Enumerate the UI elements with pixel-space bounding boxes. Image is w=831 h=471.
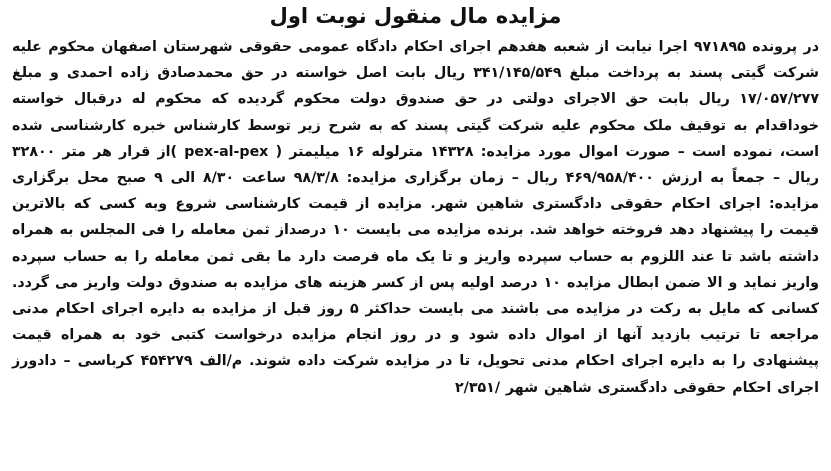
notice-body — [12, 34, 819, 401]
notice-paragraph: در پرونده ۹۷۱۸۹۵ اجرا نیابت از شعبه هفدهم اجرای احکام دادگاه عمومی حقوقی شهرستان اصفهان محکوم علیه شرکت گیتی پسند به پرداخت مبلغ ۳۴۱/۱۴۵/۵۴۹ ریال بابت اصل خواسته در حق محمدصادق زاده احمدی و مبلغ ۱۷/۰۵۷/۲۷۷ ریال بابت حق الاجرای دولتی در حق صندوق دولت محکوم گردیده که محکوم له درقبال خواسته خوداقدام به توقیف ملک محکوم علیه شرکت گیتی پسند که به شرح زیر توسط کارشناس خبره کارشناسی شده است، نموده است – صورت اموال مورد مزایده: ۱۴۳۲۸ مترلوله ۱۶ میلیمتر ( pex-al-pex )از قرار هر متر ۳۲۸۰۰ ریال – جمعاً به ارزش ۴۶۹/۹۵۸/۴۰۰ ریال – زمان برگزاری مزایده: ۹۸/۳/۸ ساعت ۸/۳۰ الی ۹ صبح محل برگزاری مزایده: اجرای احکام حقوقی دادگستری شاهین شهر. مزایده از قیمت کارشناسی شروع وبه کسی که بالاترین قیمت را پیشنهاد دهد فروخته خواهد شد. برنده مزایده می بایست ۱۰ درصداز ثمن معامله را فی المجلس به همراه داشته باشد تا عند اللزوم به حساب سپرده واریز و تا یک ماه فرصت دارد ما بقی ثمن معامله را به حساب سپرده واریز نماید و الا ضمن ابطال مزایده ۱۰ درصد اولیه پس از کسر هزینه های مزایده به صندوق دولت واریز می گردد. کسانی که مایل به رکت در مزایده می باشند می بایست حداکثر ۵ روز قبل از مزایده به دایره اجرای احکام مدنی مراجعه تا ترتیب بازدید آنها از اموال داده شود و در روز انجام مزایده درخواست کتبی خود به همراه قیمت پیشنهادی را به دایره اجرای احکام مدنی تحویل، تا در مزایده شرکت داده شوند. م/الف ۴۵۴۲۷۹ کرباسی – دادورز اجرای احکام حقوقی دادگستری شاهین شهر /۲/۳۵۱ — [12, 39, 820, 396]
notice-title: مزایده مال منقول نوبت اول — [269, 4, 562, 28]
